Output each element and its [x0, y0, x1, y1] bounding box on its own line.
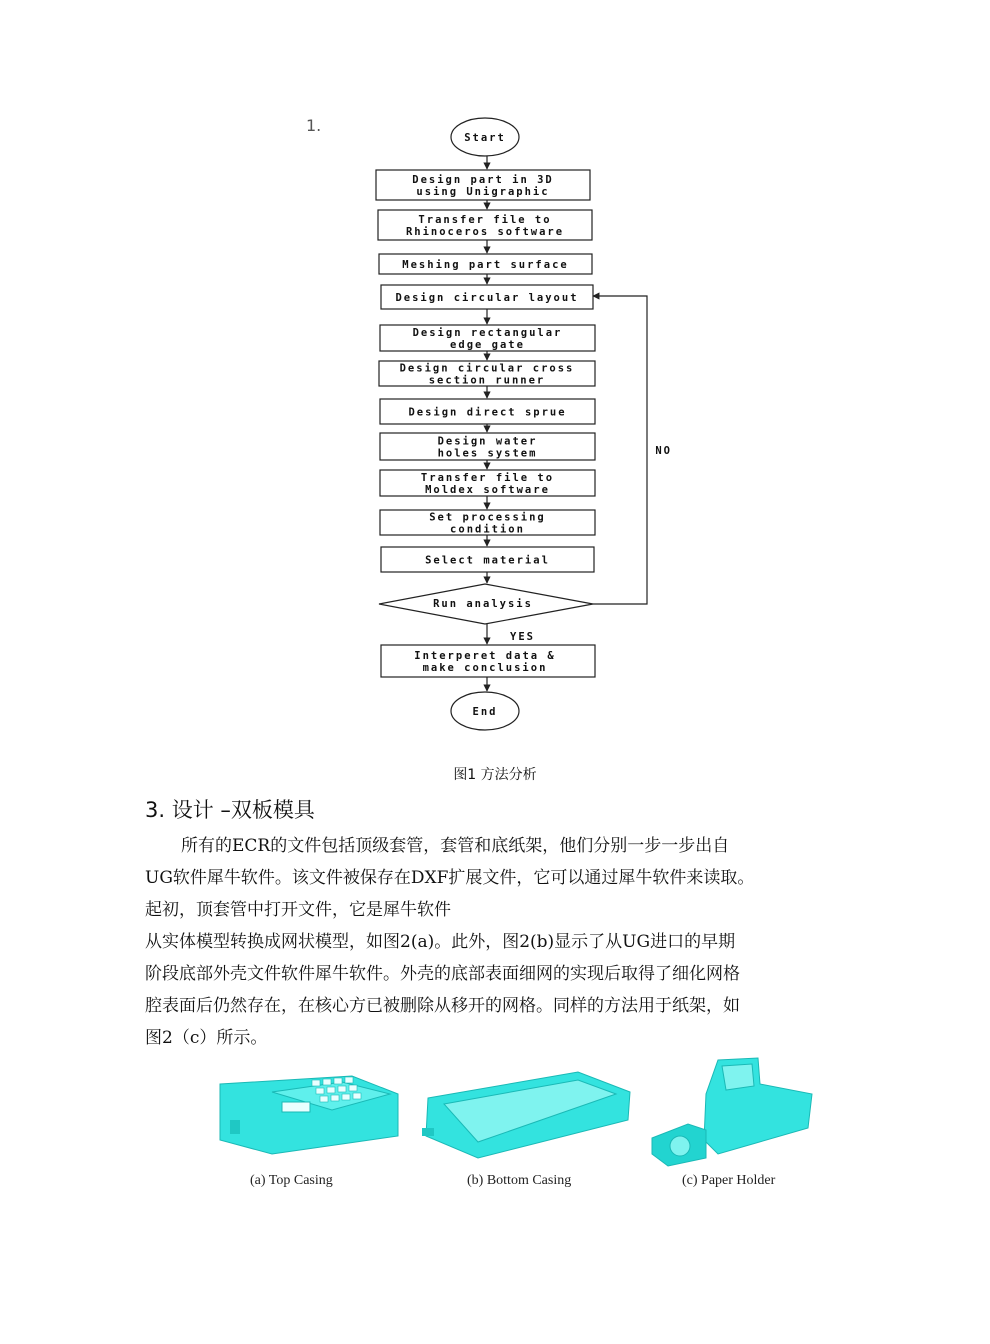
process-step-label: Rhinoceros software [405, 226, 565, 238]
process-step-label: condition [450, 523, 525, 536]
process-step-label: section runner [428, 374, 546, 387]
flowchart-svg [370, 115, 670, 740]
process-step-label: Moldex software [425, 484, 550, 496]
figure2c-label: (c) Paper Holder [682, 1173, 776, 1188]
process-step-label: Transfer file to [418, 214, 552, 226]
process-step-label: Design water [437, 435, 538, 448]
section-heading: 3. 设计 –双板模具 [145, 798, 315, 822]
figure1-caption: 图1 方法分析 [453, 767, 537, 783]
process-step-label: Transfer file to [420, 472, 555, 484]
paragraph-line: UG软件犀牛软件。该文件被保存在DXF扩展文件，它可以通过犀牛软件来读取。 [145, 868, 755, 888]
process-step-label: Set processing [429, 511, 546, 524]
process-step-label: holes system [437, 447, 538, 460]
method-flowchart [370, 115, 670, 740]
process-step-label: Design direct sprue [408, 406, 567, 419]
final-step-line2: make conclusion [422, 662, 548, 674]
no-loop-line [593, 296, 647, 604]
no-label: NO [655, 445, 672, 457]
flowchart-steps [376, 156, 595, 583]
end-label: End [472, 706, 498, 718]
paper-holder-mesh-image [648, 1054, 816, 1170]
paragraph-line: 阶段底部外壳文件软件犀牛软件。外壳的底部表面细网的实现后取得了细化网格 [145, 964, 740, 984]
top-casing-mesh-image [212, 1054, 402, 1170]
paragraph-line: 腔表面后仍然存在，在核心方已被删除从移开的网格。同样的方法用于纸架，如 [145, 996, 740, 1016]
process-step-label: edge gate [450, 339, 525, 351]
figure2b-label: (b) Bottom Casing [467, 1173, 572, 1188]
paragraph-line: 图2（c）所示。 [145, 1028, 268, 1048]
process-step-label: Design rectangular [412, 327, 563, 339]
process-step-label: Select material [425, 554, 550, 567]
paragraph-line: 起初，顶套管中打开文件，它是犀牛软件 [145, 900, 451, 920]
list-number: 1. [306, 116, 322, 135]
bottom-casing-mesh-image [418, 1054, 633, 1170]
paragraph-line: 从实体模型转换成网状模型，如图2(a)。此外，图2(b)显示了从UG进口的早期 [145, 932, 736, 952]
yes-label: YES [510, 631, 535, 643]
final-step-line1: Interperet data & [414, 650, 556, 662]
paragraph-line: 所有的ECR的文件包括顶级套管，套管和底纸架，他们分别一步一步出自 [181, 836, 730, 856]
start-label: Start [464, 132, 506, 144]
process-step-label: Meshing part surface [402, 259, 569, 271]
process-step-label: Design circular cross [399, 362, 575, 375]
figure2a-label: (a) Top Casing [250, 1173, 333, 1188]
body-paragraph [145, 830, 815, 1054]
process-step-label: Design part in 3D [412, 174, 554, 186]
decision-label: Run analysis [433, 598, 533, 610]
process-step-label: Design circular layout [395, 292, 579, 304]
process-step-label: using Unigraphic [416, 186, 550, 198]
